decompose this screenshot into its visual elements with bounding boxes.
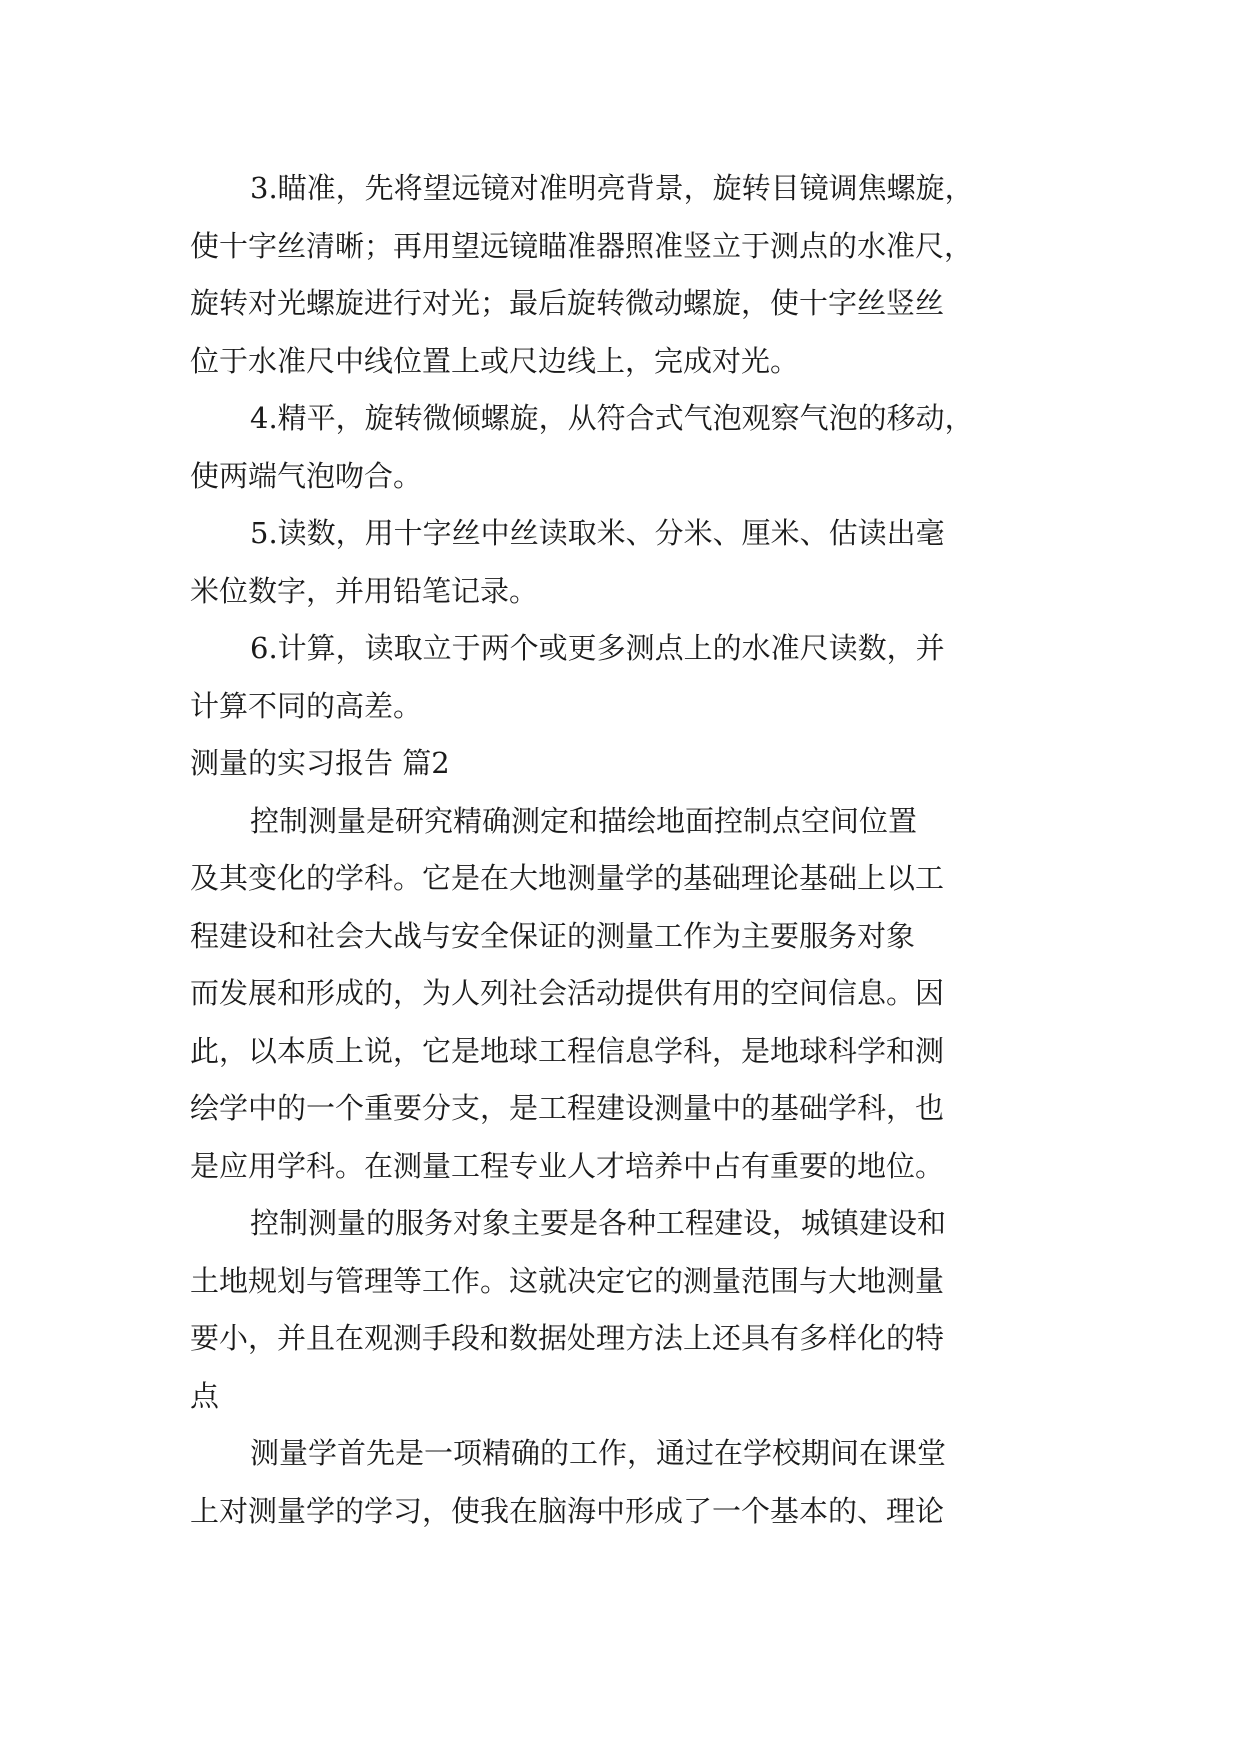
paragraph-line: 旋转对光螺旋进行对光；最后旋转微动螺旋，使十字丝竖丝	[190, 286, 945, 320]
paragraph-line: 上对测量学的学习，使我在脑海中形成了一个基本的、理论	[190, 1493, 945, 1528]
paragraph-service-objects: 控制测量的服务对象主要是各种工程建设，城镇建设和	[250, 1206, 947, 1240]
section-heading: 测量的实习报告 篇2	[190, 746, 450, 780]
document-body	[190, 160, 1080, 1540]
paragraph-line: 及其变化的学科。它是在大地测量学的基础理论基础上以工	[190, 861, 945, 895]
paragraph-line: 而发展和形成的，为人列社会活动提供有用的空间信息。因	[190, 976, 945, 1010]
paragraph-line: 程建设和社会大战与安全保证的测量工作为主要服务对象	[190, 918, 916, 953]
paragraph-line: 绘学中的一个重要分支，是工程建设测量中的基础学科，也	[190, 1091, 945, 1125]
paragraph-precision-work: 测量学首先是一项精确的工作，通过在学校期间在课堂	[250, 1436, 947, 1470]
paragraph-step-3: 3.瞄准，先将望远镜对准明亮背景，旋转目镜调焦螺旋，	[250, 171, 974, 205]
paragraph-line: 位于水准尺中线位置上或尺边线上，完成对光。	[190, 343, 800, 378]
paragraph-control-survey-intro: 控制测量是研究精确测定和描绘地面控制点空间位置	[250, 803, 918, 838]
paragraph-step-4: 4.精平，旋转微倾螺旋，从符合式气泡观察气泡的移动，	[250, 401, 974, 435]
paragraph-line: 土地规划与管理等工作。这就决定它的测量范围与大地测量	[190, 1263, 945, 1298]
paragraph-line: 是应用学科。在测量工程专业人才培养中占有重要的地位。	[190, 1148, 945, 1183]
paragraph-step-5: 5.读数，用十字丝中丝读取米、分米、厘米、估读出毫	[250, 516, 945, 550]
paragraph-line: 使两端气泡吻合。	[190, 458, 423, 493]
paragraph-line: 计算不同的高差。	[190, 688, 423, 723]
paragraph-line: 使十字丝清晰；再用望远镜瞄准器照准竖立于测点的水准尺，	[190, 228, 974, 263]
paragraph-line: 此，以本质上说，它是地球工程信息学科，是地球科学和测	[190, 1033, 945, 1068]
paragraph-line: 米位数字，并用铅笔记录。	[190, 573, 539, 608]
paragraph-step-6: 6.计算，读取立于两个或更多测点上的水准尺读数，并	[250, 631, 945, 665]
paragraph-line: 点	[190, 1378, 220, 1413]
paragraph-line: 要小，并且在观测手段和数据处理方法上还具有多样化的特	[190, 1321, 945, 1355]
